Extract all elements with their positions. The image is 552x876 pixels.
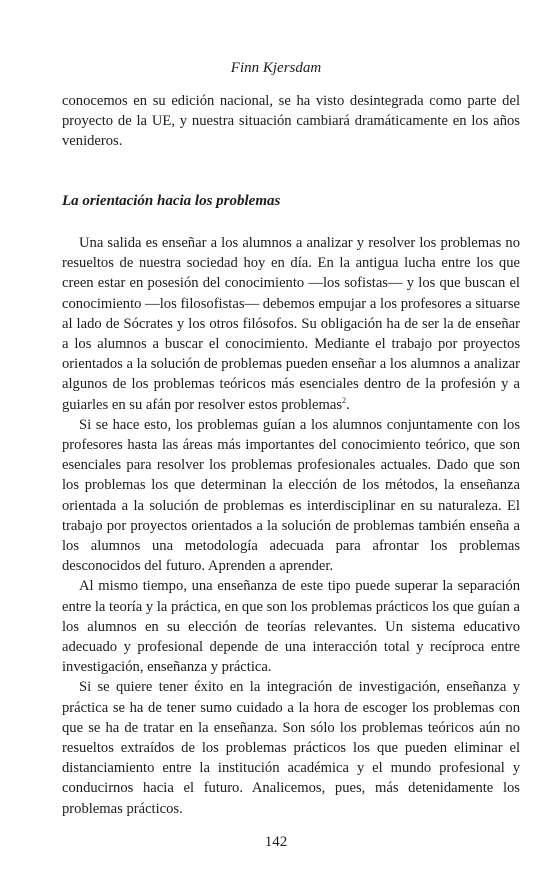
intro-paragraph: conocemos en su edición nacional, se ha visto desintegrada como parte del proyecto de la UE, y nuestra situación cambiará dramáticamente en los años venideros. — [62, 93, 520, 150]
page-number: 142 — [264, 834, 288, 850]
paragraph-end: . — [346, 396, 350, 413]
paragraph: Si se hace esto, los problemas guían a los alumnos conjuntamente con los profesores hasta las áreas más importantes del conocimiento teórico, que son esenciales para resolver los problemas profesionales actuales. Dado que son los problemas los que determinan la elección de los métodos, la enseñanza orientada a la solución de problemas es interdisciplinar en su naturaleza. El trabajo por proyectos orientados a la solución de problemas también enseña a los alumnos una metodología adecuada para afrontar los problemas desconocidos del futuro. Aprenden a aprender. — [62, 416, 520, 575]
paragraph: Si se quiere tener éxito en la integración de investigación, enseñanza y práctica se ha de tener sumo cuidado a la hora de escoger los problemas con que se ha de tratar en la enseñanza. Son sólo los problemas teóricos aún no resueltos extraídos de los problemas prácticos los que pueden eliminar el distanciamiento entre la institución académica y el mundo profesional y conducirnos hacia el futuro. Analicemos, pues, más detenidamente los problemas prácticos. — [62, 679, 520, 817]
paragraph-text: Una salida es enseñar a los alumnos a analizar y resolver los problemas no resueltos de nuestra sociedad hoy en día. En la antigua lucha entre los que creen estar en posesión del conocimiento —los sofistas— y los que buscan el conocimiento —los filosofistas— debemos empujar a los profesores a situarse al lado de Sócrates y los otros filósofos. Su obligación ha de ser la de enseñar a los alumnos a buscar el conocimiento. Mediante el trabajo por proyectos orientados a la solución de problemas pueden enseñar a los alumnos a analizar algunos de los problemas teóricos más esenciales dentro de la profesión y a guiarles en su afán por resolver estos problemas — [62, 235, 520, 413]
section-body — [62, 233, 520, 819]
paragraph — [62, 233, 520, 415]
paragraph: Al mismo tiempo, una enseñanza de este tipo puede superar la separación entre la teoría y la práctica, en que son los problemas prácticos los que guían a los alumnos en su elección de teorías relevantes. Un sistema educativo adecuado y profesional depende de una interacción total y recíproca entre investigación, enseñanza y práctica. — [62, 578, 520, 676]
section-heading: La orientación hacia los problemas — [62, 193, 281, 209]
running-head: Finn Kjersdam — [230, 60, 322, 76]
footnote-reference[interactable]: 2 — [342, 395, 347, 405]
